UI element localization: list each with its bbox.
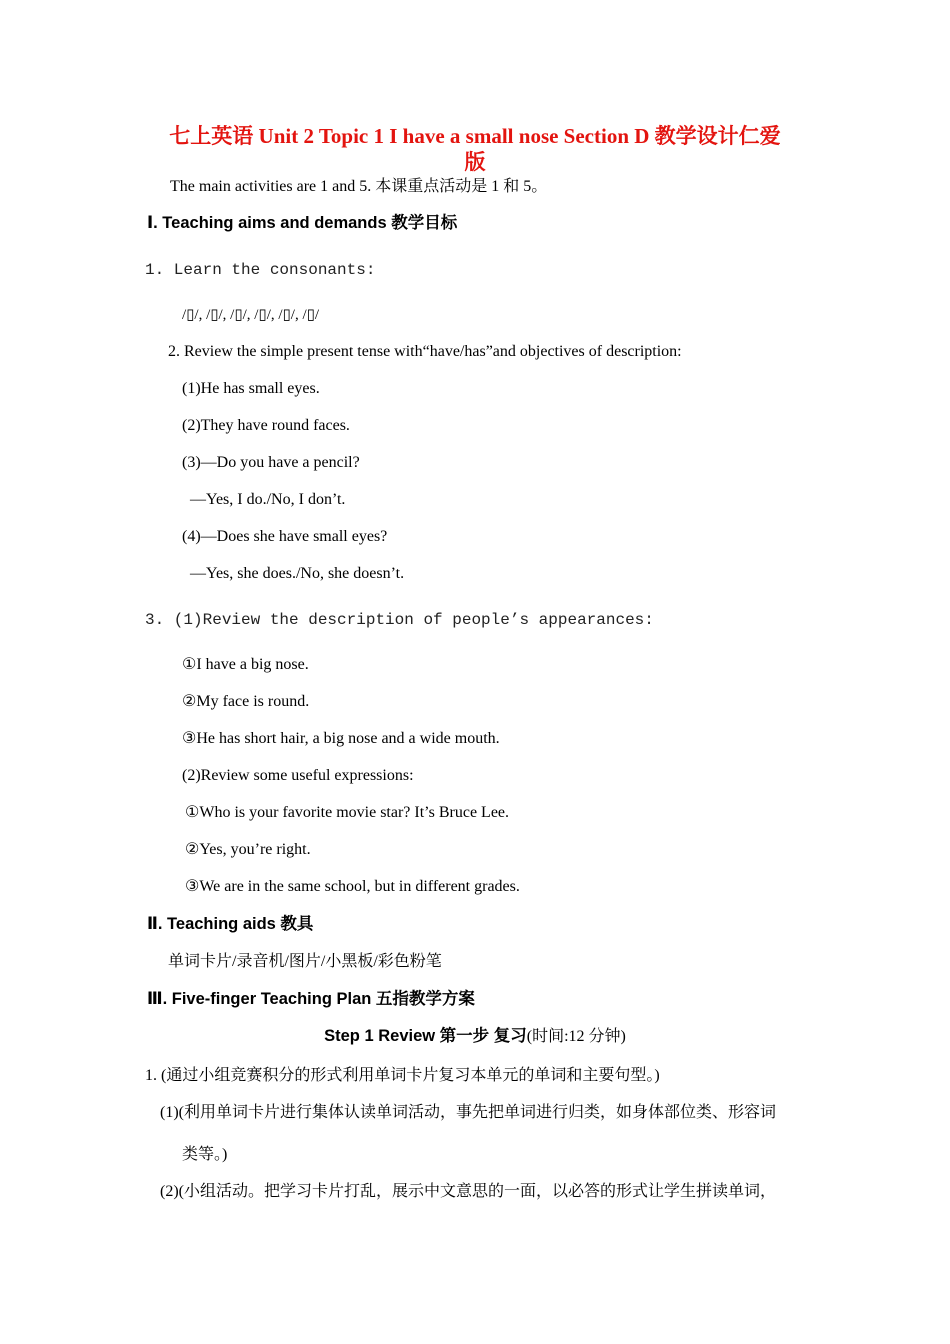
example-sentence: ②My face is round.	[182, 693, 310, 710]
example-sentence: (3)—Do you have a pencil?	[182, 454, 360, 471]
step1-time: (时间:12 分钟)	[526, 1028, 626, 1045]
step-item-1: 1. (通过小组竞赛积分的形式利用单词卡片复习本单元的单词和主要句型。)	[145, 1067, 660, 1084]
sub-item-heading: (2)Review some useful expressions:	[182, 767, 414, 784]
intro-text: The main activities are 1 and 5. 本课重点活动是 1 和 5。	[170, 178, 548, 195]
aim-item-2: 2. Review the simple present tense with“have/has”and objectives of description:	[168, 343, 682, 360]
example-sentence: ③He has short hair, a big nose and a wide mouth.	[182, 730, 500, 747]
example-sentence: (4)—Does she have small eyes?	[182, 528, 388, 545]
section2-heading: Ⅱ. Teaching aids 教具	[147, 915, 314, 933]
aim-item-3: 3. (1)Review the description of people’s appearances:	[145, 611, 654, 629]
step1-heading	[0, 1026, 950, 1047]
example-sentence: (2)They have round faces.	[182, 417, 350, 434]
teaching-aids-list: 单词卡片/录音机/图片/小黑板/彩色粉笔	[168, 953, 442, 970]
example-sentence: —Yes, she does./No, she doesn’t.	[190, 565, 405, 582]
section3-heading: Ⅲ. Five-finger Teaching Plan 五指教学方案	[147, 990, 475, 1008]
example-sentence: ②Yes, you’re right.	[185, 841, 311, 858]
document-title-line2: 版	[464, 150, 486, 174]
aim-item-1: 1. Learn the consonants:	[145, 261, 376, 279]
section1-heading: Ⅰ. Teaching aims and demands 教学目标	[147, 214, 458, 232]
example-sentence: —Yes, I do./No, I don’t.	[190, 491, 346, 508]
step1-title: Step 1 Review 第一步 复习	[324, 1027, 527, 1045]
example-sentence: ③We are in the same school, but in different grades.	[185, 878, 520, 895]
example-sentence: ①Who is your favorite movie star? It’s Bruce Lee.	[185, 804, 510, 821]
example-sentence: (1)He has small eyes.	[182, 380, 320, 397]
example-sentence: ①I have a big nose.	[182, 656, 309, 673]
document-title-line1: 七上英语 Unit 2 Topic 1 I have a small nose Section D 教学设计仁爱	[169, 124, 781, 148]
step-sub-item-1-cont: 类等。)	[182, 1146, 228, 1163]
phonetic-symbols: /▯/, /▯/, /▯/, /▯/, /▯/, /▯/	[182, 307, 320, 323]
step-sub-item-1: (1)(利用单词卡片进行集体认读单词活动，事先把单词进行归类，如身体部位类、形容词	[160, 1104, 776, 1121]
step-sub-item-2: (2)(小组活动。把学习卡片打乱，展示中文意思的一面，以必答的形式让学生拼读单词，	[160, 1183, 776, 1200]
